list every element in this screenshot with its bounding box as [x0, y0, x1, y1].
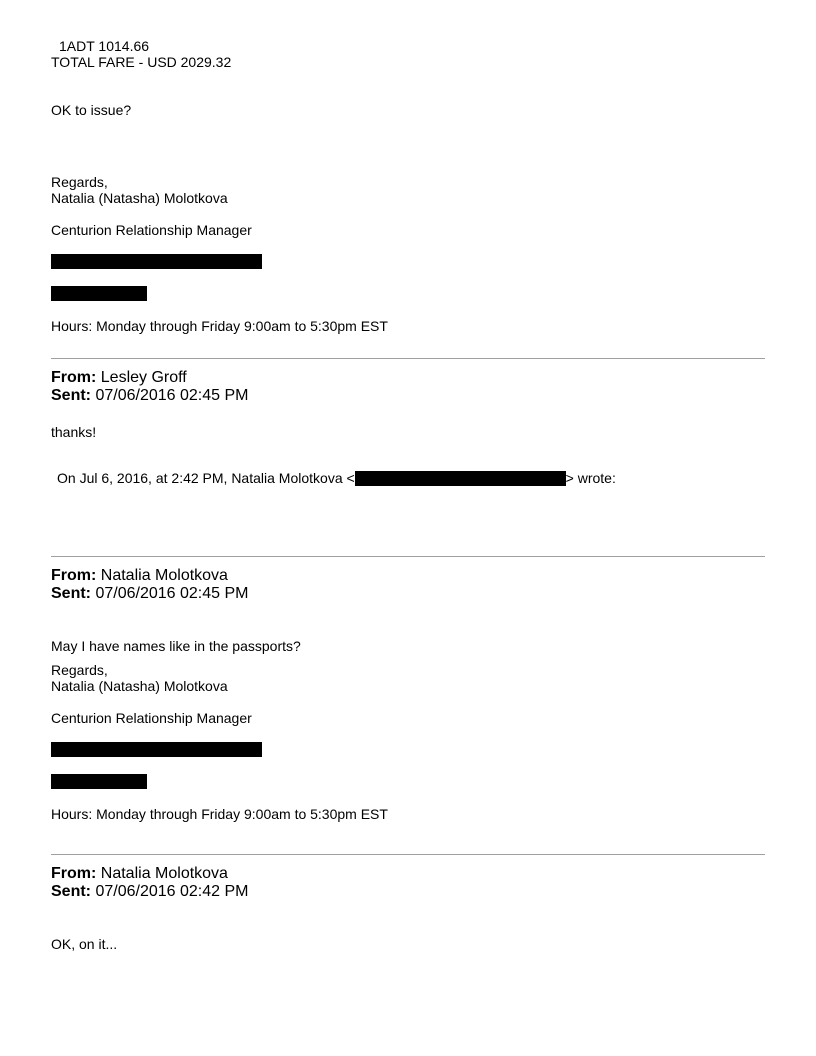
signer-role: Centurion Relationship Manager [51, 222, 252, 238]
from-sender: Natalia Molotkova [100, 865, 228, 882]
email-body: OK, on it... [51, 936, 118, 952]
quote-prefix: On Jul 6, 2016, at 2:42 PM, Natalia Molotkova < [57, 470, 355, 486]
redaction-block [51, 286, 147, 301]
from-label: From: [51, 865, 97, 882]
from-sender: Natalia Molotkova [100, 567, 228, 584]
email-from-line [51, 865, 228, 883]
sent-label: Sent: [51, 585, 91, 602]
regards-text: Regards, [51, 174, 108, 190]
divider [51, 556, 765, 557]
signer-role: Centurion Relationship Manager [51, 710, 252, 726]
redaction-block [51, 254, 262, 269]
redaction-block [51, 774, 147, 789]
email-sent-line [51, 883, 248, 901]
email-sent-line [51, 387, 248, 405]
email-body: thanks! [51, 424, 97, 440]
from-label: From: [51, 369, 97, 386]
fare-total-line: TOTAL FARE - USD 2029.32 [51, 54, 232, 70]
quote-line [57, 470, 616, 486]
divider [51, 358, 765, 359]
fare-adt-line: 1ADT 1014.66 [59, 38, 150, 54]
from-label: From: [51, 567, 97, 584]
sent-label: Sent: [51, 883, 91, 900]
from-sender: Lesley Groff [100, 369, 187, 386]
sent-datetime: 07/06/2016 02:45 PM [95, 387, 249, 404]
message-question: OK to issue? [51, 102, 132, 118]
regards-text: Regards, [51, 662, 108, 678]
redaction-block [51, 742, 262, 757]
divider [51, 854, 765, 855]
hours-text: Hours: Monday through Friday 9:00am to 5:30pm EST [51, 806, 388, 822]
signer-name: Natalia (Natasha) Molotkova [51, 190, 228, 206]
redaction-block [355, 471, 566, 486]
quote-suffix: > wrote: [565, 470, 616, 486]
email-sent-line [51, 585, 248, 603]
sent-datetime: 07/06/2016 02:45 PM [95, 585, 249, 602]
hours-text: Hours: Monday through Friday 9:00am to 5:30pm EST [51, 318, 388, 334]
sent-label: Sent: [51, 387, 91, 404]
email-body: May I have names like in the passports? [51, 638, 301, 654]
email-from-line [51, 369, 187, 387]
email-from-line [51, 567, 228, 585]
sent-datetime: 07/06/2016 02:42 PM [95, 883, 249, 900]
signer-name: Natalia (Natasha) Molotkova [51, 678, 228, 694]
